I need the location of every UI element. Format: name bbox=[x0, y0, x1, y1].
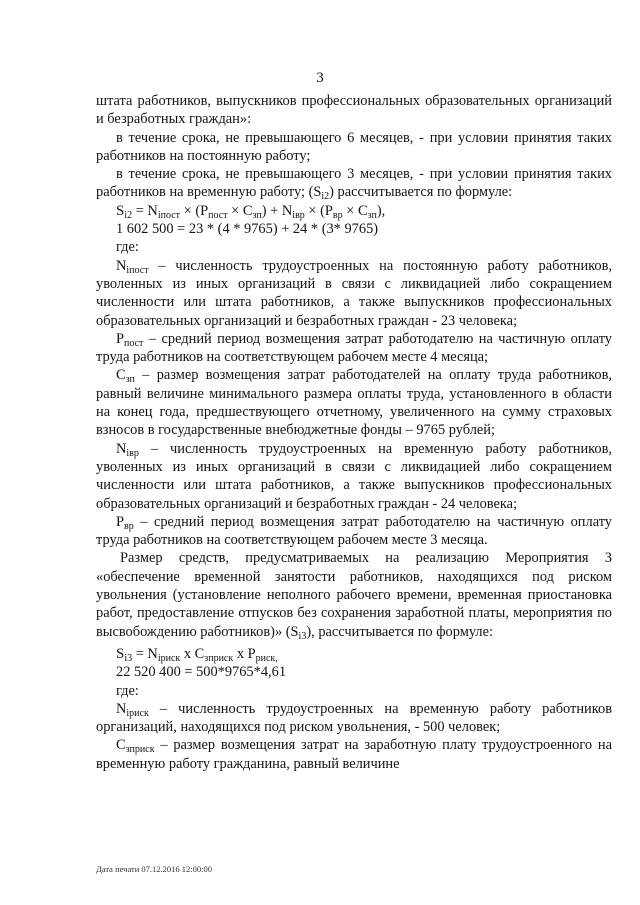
formula-2-numeric: 22 520 400 = 500*9765*4,61 bbox=[116, 664, 287, 681]
definition: $N_{iвр}$ – численность трудоустроенных на временную работу работников, уволенных из иных организаций в связи с ликвидацией либо сокращением численности или штата работников, а также выпускников профессиональных образовательных организаций и безработных граждан - 24 человека; bbox=[96, 440, 612, 512]
definition: $C_{зп}$ – размер возмещения затрат работодателей на оплату труда работников, равный величине минимального размера оплаты труда, установленного в области на конец года, предшествующего отчетному, увеличенного на сумму страховых взносов в государственные внебюджетные фонды – 9765 рублей; bbox=[96, 367, 612, 439]
page-number: 3 bbox=[316, 70, 324, 86]
definition: $C_{зприск}$ – размер возмещения затрат на заработную плату трудоустроенного на временную работу гражданина, равный величине bbox=[96, 737, 612, 772]
definition: $N_{iпост}$ – численность трудоустроенных на постоянную работу работников, уволенных из иных организаций в связи с ликвидацией либо сокращением численности или штата работников, а также выпускников профессиональных образовательных организаций и безработных граждан - 23 человека; bbox=[96, 257, 612, 329]
paragraph bbox=[96, 165, 612, 202]
text: ) рассчитывается по формуле: bbox=[329, 184, 513, 201]
paragraph: Размер средств, предусматриваемых на реализацию Мероприятия 3 «обеспечение временной занятости работников, находящихся под риском увольнения (установление неполного рабочего времени, временная приостановка работ, предоставление отпусков без сохранения заработной платы, мероприятия по высвобождению работников)» $(S_{i3})$, рассчитывается по формуле: bbox=[96, 550, 612, 642]
formula-2: $S_{i3} = N_{iриск}$ x $C_{зприск}$ x $P_{риск,}$ bbox=[116, 645, 278, 664]
definition: $P_{вр}$ – средний период возмещения затрат работодателю на частичную оплату труда работников на соответствующем рабочем месте 3 месяца. bbox=[96, 513, 612, 549]
formula-1-numeric: 1 602 500 = 23 * (4 * 9765) + 24 * (3* 9765) bbox=[116, 221, 379, 238]
definition: $P_{пост}$ – средний период возмещения затрат работодателю на частичную оплату труда работников на соответствующем рабочем месте 4 месяца; bbox=[96, 330, 612, 366]
where-label: где: bbox=[116, 239, 139, 256]
paragraph: в течение срока, не превышающего 6 месяцев, - при условии принятия таких работников на постоянную работу; bbox=[96, 129, 612, 164]
text: в течение срока, не превышающего 3 месяцев, - при условии принятия таких работников на временную работу; (S bbox=[96, 166, 612, 201]
formula-1: $S_{i2} = N_{iпост} \times (P_{пост} \times C_{зп}) + N_{iвр} \times (P_{вр} \times C_{зп})$, bbox=[116, 202, 386, 221]
document-body bbox=[96, 92, 612, 773]
definition: $N_{iриск}$ – численность трудоустроенных на временную работу работников организаций, находящихся под риском увольнения, - 500 человек; bbox=[96, 700, 612, 736]
print-date-footer: Дата печати 07.12.2016 12:00:00 bbox=[96, 864, 212, 874]
subscript: i2 bbox=[321, 191, 330, 203]
where-label: где: bbox=[116, 682, 139, 699]
paragraph: штата работников, выпускников профессиональных образовательных организаций и безработных граждан»: bbox=[96, 93, 612, 128]
